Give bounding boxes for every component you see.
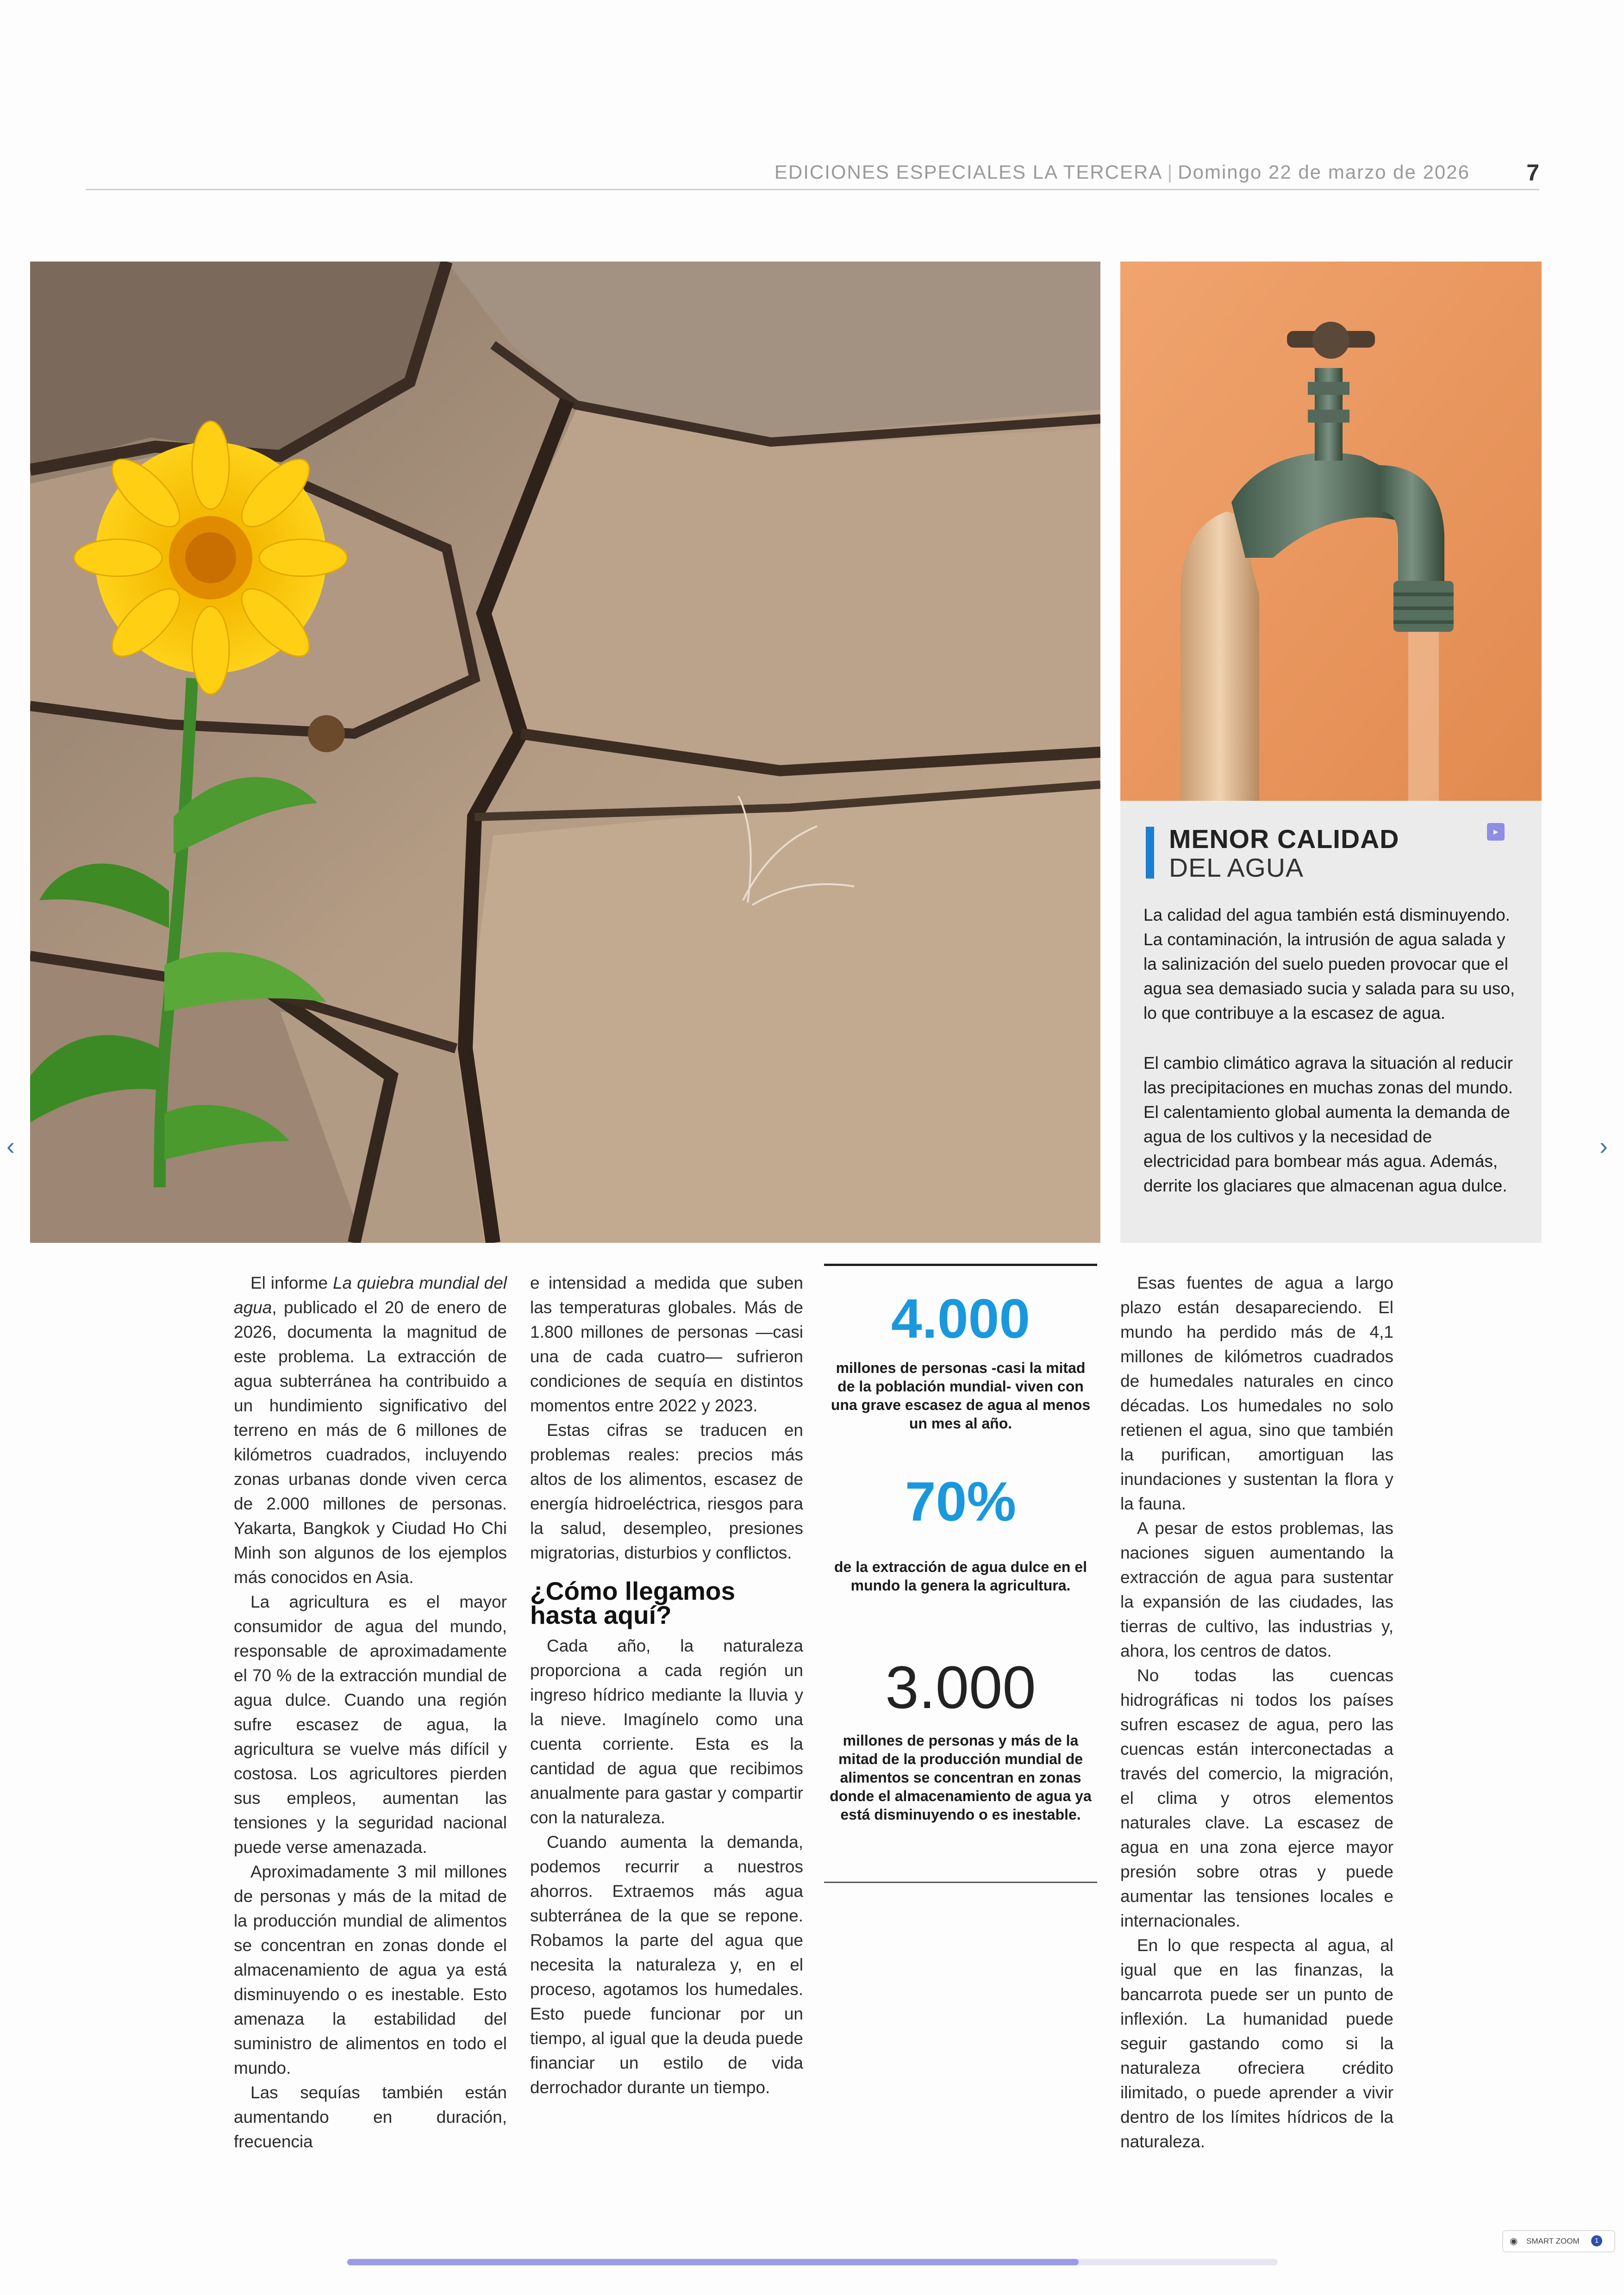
article-paragraph: Estas cifras se traducen en problemas reales: precios más altos de los alimentos, escasez de energía hidroeléctrica, riesgos para la salud, desempleo, presiones migratorias, disturbios y conflictos. [530, 1421, 803, 1562]
scrollbar-thumb[interactable] [347, 2259, 1079, 2265]
article-paragraph [234, 1271, 507, 1590]
cracked-earth-flower-photo [30, 262, 1100, 1243]
chevron-right-icon[interactable]: › [1599, 1132, 1608, 1160]
ad-badge-icon[interactable]: ▸ [1487, 823, 1505, 841]
article-paragraph: Aproximadamente 3 mil millones de personas y más de la mitad de la producción mundial de alimentos se concentran en zonas donde el almacenamiento de agua ya está disminuyendo o es inestable. Esto amenaza la estabilidad del suministro de alimentos en todo el mundo. [234, 1862, 507, 2077]
stat-description: de la extracción de agua dulce en el mundo la genera la agricultura. [834, 1559, 1087, 1594]
article-paragraph: En lo que respecta al agua, al igual que en las finanzas, la bancarrota puede ser un punto de inflexión. La humanidad puede seguir gastando como si la naturaleza ofreciera crédito ilimitado, o puede aprender a vivir dentro de los límites hídricos de la naturaleza. [1120, 1936, 1393, 2151]
stats-panel [824, 1264, 1097, 1883]
sidebar-accent-bar [1146, 827, 1154, 879]
report-title: La quiebra mundial del agua [234, 1273, 507, 1317]
page-header [86, 157, 1539, 190]
stat-value: 70% [905, 1471, 1017, 1533]
smart-zoom-button[interactable] [1502, 2230, 1615, 2252]
article-paragraph: e intensidad a medida que suben las temperaturas globales. Más de 1.800 millones de personas —casi una de cada cuatro— sufrieron condiciones de sequía en distintos momentos entre 2022 y 2023. [530, 1273, 803, 1415]
sidebar-box [1120, 801, 1542, 1243]
smart-zoom-count: 1 [1591, 2235, 1602, 2246]
article-paragraph: Cada año, la naturaleza proporciona a cada región un ingreso hídrico mediante la lluvia y la nieve. Imagínelo como una cuenta corriente. Esta es la cantidad de agua que recibimos anualmente para gastar y compartir con la naturaleza. [530, 1636, 803, 1827]
stat-description: millones de personas y más de la mitad de la producción mundial de alimentos se concentran en zonas donde el almacenamiento de agua ya está disminuyendo o es inestable. [830, 1732, 1092, 1823]
header-text: EDICIONES ESPECIALES LA TERCERA | Domingo 22 de marzo de 2026 [774, 161, 1470, 183]
article-paragraph: Cuando aumenta la demanda, podemos recurrir a nuestros ahorros. Extraemos más agua subterránea de la que se repone. Robamos la parte del agua que necesita la naturaleza y, en el proceso, agotamos los humedales. Esto puede funcionar por un tiempo, al igual que la deuda puede financiar un estilo de vida derrochador durante un tiempo. [530, 1833, 803, 2097]
article-paragraph: No todas las cuencas hidrográficas ni todos los países sufren escasez de agua, pero las cuencas están interconectadas a través del comercio, la migración, el clima y otros elementos naturales clave. La escasez de agua en una zona ejerce mayor presión sobre otras y puede aumentar las tensiones locales e internacionales. [1120, 1666, 1393, 1930]
smart-zoom-label: SMART ZOOM [1526, 2237, 1580, 2245]
chevron-left-icon[interactable]: ‹ [6, 1132, 15, 1160]
paragraph-text: El informe [250, 1273, 333, 1292]
article-paragraph: Las sequías también están aumentando en duración, frecuencia [234, 2083, 507, 2151]
sidebar-title: MENOR CALIDAD [1169, 824, 1399, 854]
article-paragraph: A pesar de estos problemas, las naciones siguen aumentando la extracción de agua para sustentar la expansión de las ciudades, las tierras de cultivo, las industrias y, ahora, los centros de datos. [1120, 1519, 1393, 1660]
sidebar-subtitle: DEL AGUA [1169, 853, 1304, 883]
article-column-1 [234, 1271, 507, 2154]
paragraph-text: , publicado el 20 de enero de 2026, documenta la magnitud de este problema. La extracción de agua subterránea ha contribuido a un hundimiento significativo del terreno en más de 6 millones de kilómetros cuadrados, incluyendo zonas urbanas donde viven cerca de 2.000 millones de personas. Yakarta, Bangkok y Ciudad Ho Chi Minh son algunos de los ejemplos más conocidos en Asia. [234, 1298, 507, 1587]
sidebar-paragraph: El cambio climático agrava la situación al reducir las precipitaciones en muchas zonas del mundo. El calentamiento global aumenta la demanda de agua de los cultivos y la necesidad de electricidad para bombear más agua. Además, derrite los glaciares que almacenan agua dulce. [1143, 1054, 1513, 1195]
page-number: 7 [1526, 160, 1539, 186]
article-column-2 [530, 1271, 803, 2100]
article-paragraph: Esas fuentes de agua a largo plazo están desapareciendo. El mundo ha perdido más de 4,1 millones de kilómetros cuadrados de humedales naturales en cinco décadas. Los humedales no solo retienen el agua, sino que también la purifican, amortiguan las inundaciones y sustentan la flora y la fauna. [1120, 1273, 1393, 1513]
water-tap-photo [1120, 262, 1542, 801]
article-paragraph: La agricultura es el mayor consumidor de agua del mundo, responsable de aproximadamente el 70 % de la extracción mundial de agua dulce. Cuando una región sufre escasez de agua, la agricultura se vuelve más difícil y costosa. Los agricultores pierden sus empleos, aumentan las tensiones y la seguridad nacional puede verse amenazada. [234, 1592, 507, 1857]
stat-description: millones de personas -casi la mitad de la población mundial- viven con una grave escasez de agua al menos un mes al año. [831, 1360, 1091, 1432]
stat-value: 4.000 [891, 1288, 1031, 1350]
sidebar-paragraph: La calidad del agua también está disminuyendo. La contaminación, la intrusión de agua salada y la salinización del suelo pueden provocar que el agua sea demasiado sucia y salada para su uso, lo que contribuye a la escasez de agua. [1143, 905, 1515, 1023]
stat-value: 3.000 [885, 1653, 1036, 1721]
publication-name: EDICIONES ESPECIALES LA TERCERA [774, 161, 1163, 183]
article-column-4 [1120, 1271, 1393, 2154]
publication-date: Domingo 22 de marzo de 2026 [1178, 161, 1470, 183]
section-heading: ¿Cómo llegamos hasta aquí? [530, 1577, 736, 1629]
eye-icon: ◉ [1510, 2236, 1518, 2246]
page-scrollbar[interactable] [347, 2259, 1278, 2265]
